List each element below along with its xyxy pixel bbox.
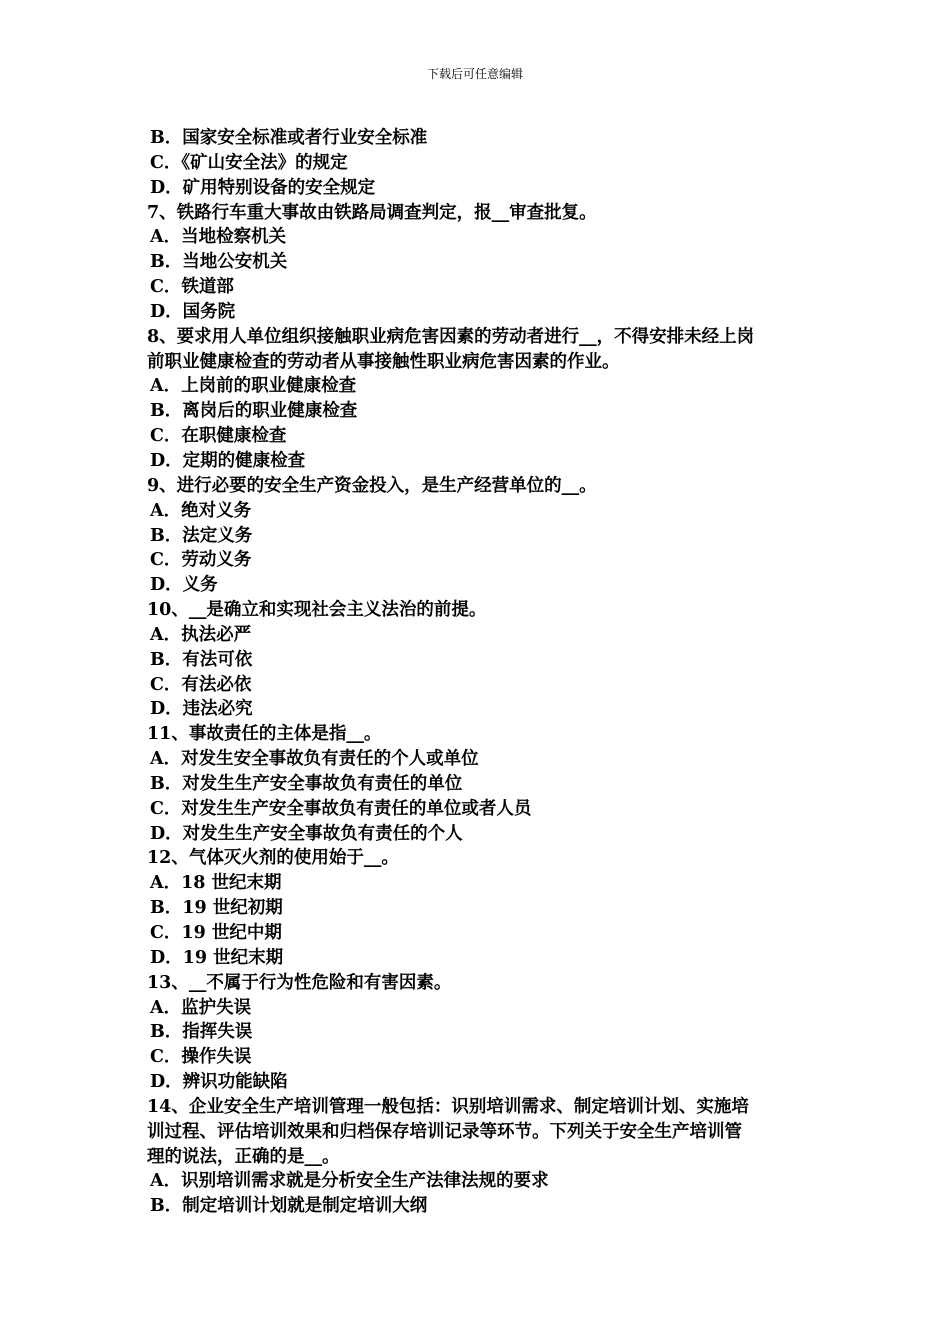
answer-option: B．对发生生产安全事故负有责任的单位 <box>150 773 463 794</box>
answer-option: B．当地公安机关 <box>150 252 288 273</box>
answer-option: B．制定培训计划就是制定培训大纲 <box>150 1196 428 1217</box>
answer-option: C．劳动义务 <box>150 550 252 571</box>
question-text: 前职业健康检查的劳动者从事接触性职业病危害因素的作业。 <box>147 351 620 372</box>
answer-option: A．识别培训需求就是分析安全生产法律法规的要求 <box>150 1171 549 1192</box>
answer-option: C．有法必依 <box>150 674 252 695</box>
question-text: 11、事故责任的主体是指__。 <box>147 724 382 745</box>
answer-option: D．对发生生产安全事故负有责任的个人 <box>150 823 463 844</box>
answer-option: B．有法可依 <box>150 649 253 670</box>
answer-option: A．上岗前的职业健康检查 <box>150 376 357 397</box>
question-text: 训过程、评估培训效果和归档保存培训记录等环节。下列关于安全生产培训管 <box>147 1121 742 1142</box>
document-body <box>147 126 812 1219</box>
question-text: 12、气体灭火剂的使用始于__。 <box>147 848 399 869</box>
answer-option: C．操作失误 <box>150 1047 252 1068</box>
answer-option: D．义务 <box>150 575 218 596</box>
answer-option: D．19 世纪末期 <box>150 947 284 968</box>
answer-option: D．矿用特别设备的安全规定 <box>150 177 376 198</box>
page-header: 下载后可任意编辑 <box>426 67 523 81</box>
answer-option: D．辨识功能缺陷 <box>150 1072 288 1093</box>
answer-option: D．国务院 <box>150 301 236 322</box>
answer-option: C．对发生生产安全事故负有责任的单位或者人员 <box>150 798 532 819</box>
question-text: 8、要求用人单位组织接触职业病危害因素的劳动者进行__，不得安排未经上岗 <box>147 326 755 347</box>
question-text: 理的说法，正确的是__。 <box>147 1146 340 1167</box>
answer-option: C．19 世纪中期 <box>150 923 282 943</box>
question-text: 10、__是确立和实现社会主义法治的前提。 <box>147 600 487 621</box>
answer-option: A．执法必严 <box>150 624 252 645</box>
answer-option: A．绝对义务 <box>150 500 252 521</box>
answer-option: D．定期的健康检查 <box>150 450 306 471</box>
answer-option: A．当地检察机关 <box>150 227 287 248</box>
answer-option: A．18 世纪末期 <box>150 873 282 894</box>
answer-option: D．违法必究 <box>150 699 253 720</box>
answer-option: B．离岗后的职业健康检查 <box>150 401 358 422</box>
answer-option: C．铁道部 <box>150 277 234 298</box>
answer-option: A．监护失误 <box>150 997 252 1018</box>
answer-option: B．19 世纪初期 <box>150 898 283 919</box>
answer-option: A．对发生安全事故负有责任的个人或单位 <box>150 749 479 770</box>
answer-option: B．指挥失误 <box>150 1022 253 1043</box>
answer-option: B．国家安全标准或者行业安全标准 <box>150 128 428 148</box>
answer-option: C．在职健康检查 <box>150 426 287 447</box>
question-text: 14、企业安全生产培训管理一般包括：识别培训需求、制定培训计划、实施培 <box>147 1096 749 1117</box>
question-text: 7、铁路行车重大事故由铁路局调查判定，报__审查批复。 <box>147 202 597 223</box>
answer-option: B．法定义务 <box>150 525 253 546</box>
answer-option: C．《矿山安全法》的规定 <box>150 152 348 173</box>
question-text: 13、__不属于行为性危险和有害因素。 <box>147 972 452 993</box>
question-text: 9、进行必要的安全生产资金投入，是生产经营单位的__。 <box>147 475 597 496</box>
